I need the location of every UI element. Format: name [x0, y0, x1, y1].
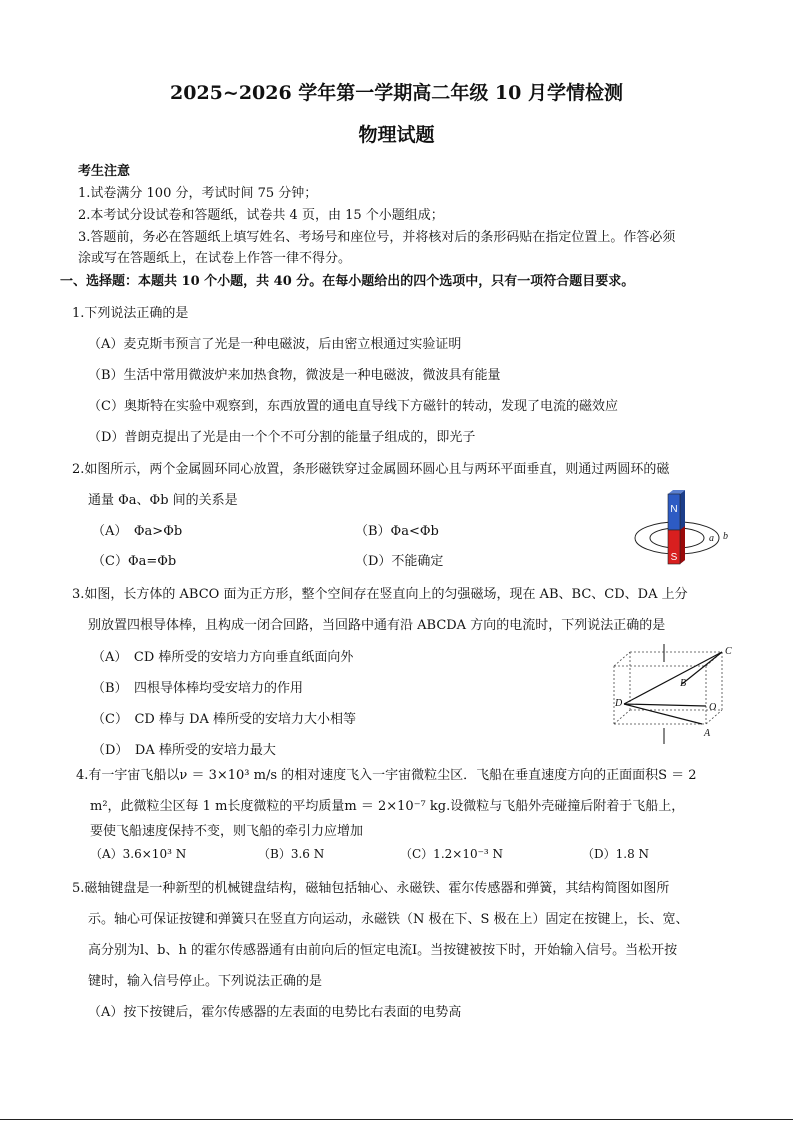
rod-bc [682, 652, 722, 684]
label-c: C [725, 646, 732, 657]
q2-option-b: （B）Φa<Φb [355, 524, 439, 539]
q4-line1: 4.有一宇宙飞船以ν ＝ 3×10³ m/s 的相对速度飞入一宇宙微粒尘区．飞船在垂直速度方向的正面面积S ＝ 2 [76, 768, 697, 783]
section-heading: 一、选择题：本题共 10 个小题，共 40 分。在每小题给出的四个选项中，只有一项符合题目要求。 [60, 274, 635, 289]
q1-option-b: （B）生活中常用微波炉来加热食物，微波是一种电磁波，微波具有能量 [88, 368, 501, 383]
q5-line2: 示。轴心可保证按键和弹簧只在竖直方向运动，永磁铁（N 极在下、S 极在上）固定在按键上，长、宽、 [88, 912, 689, 927]
q3-stem-line1: 3.如图，长方体的 ABCO 面为正方形，整个空间存在竖直向上的匀强磁场，现在 AB、BC、CD、DA 上分 [72, 587, 688, 602]
q2-option-d: （D）不能确定 [355, 554, 444, 569]
q2-magnet-rings-figure [630, 488, 740, 568]
notice-item-2: 2.本考试分设试卷和答题纸，试卷共 4 页，由 15 个小题组成； [78, 208, 444, 223]
q2-stem-line2: 通量 Φa、Φb 间的关系是 [88, 493, 238, 508]
q4-line3: 要使飞船速度保持不变，则飞船的牵引力应增加 [90, 824, 364, 839]
exam-title: 2025~2026 学年第一学期高二年级 10 月学情检测 [170, 82, 623, 104]
rod-da [624, 704, 702, 724]
q3-option-c: （C） CD 棒与 DA 棒所受的安培力大小相等 [92, 712, 357, 727]
q3-option-b: （B） 四根导体棒均受安培力的作用 [92, 681, 304, 696]
q5-option-a: （A）按下按键后，霍尔传感器的左表面的电势比右表面的电势高 [88, 1005, 462, 1020]
q1-option-a: （A）麦克斯韦预言了光是一种电磁波，后由密立根通过实验证明 [88, 337, 462, 352]
q5-line4: 键时，输入信号停止。下列说法正确的是 [88, 974, 323, 989]
q3-option-d: （D） DA 棒所受的安培力最大 [92, 743, 276, 758]
q3-cuboid-figure [606, 640, 736, 746]
q1-option-c: （C）奥斯特在实验中观察到，东西放置的通电直导线下方磁针的转动，发现了电流的磁效应 [88, 399, 618, 414]
q5-line1: 5.磁轴键盘是一种新型的机械键盘结构，磁轴包括轴心、永磁铁、霍尔传感器和弹簧，其结构简图如图所 [72, 881, 670, 896]
q4-line2: m²，此微粒尘区每 1 m长度微粒的平均质量m ＝ 2×10⁻⁷ kg.设微粒与飞船外壳碰撞后附着于飞船上， [90, 799, 685, 814]
label-south: S [670, 552, 678, 563]
rod-do [624, 704, 706, 706]
notice-item-1: 1.试卷满分 100 分，考试时间 75 分钟； [78, 186, 318, 201]
notice-item-3: 3.答题前，务必在答题纸上填写姓名、考场号和座位号，并将核对后的条形码贴在指定位置上。作答必须 [78, 230, 676, 245]
label-ring-a: a [709, 533, 714, 544]
label-ring-b: b [723, 531, 728, 542]
q3-option-a: （A） CD 棒所受的安培力方向垂直纸面向外 [92, 650, 354, 665]
label-o: O [709, 702, 717, 713]
q1-option-d: （D）普朗克提出了光是由一个个不可分割的能量子组成的，即光子 [88, 430, 476, 445]
q1-stem: 1.下列说法正确的是 [72, 306, 189, 321]
exam-subtitle: 物理试题 [358, 124, 435, 146]
q2-option-a: （A） Φa>Φb [92, 524, 183, 539]
notice-heading: 考生注意 [78, 164, 131, 179]
q2-option-c: （C）Φa=Φb [92, 554, 177, 569]
q4-option-a: （A）3.6×10³ N [90, 847, 187, 861]
label-north: N [670, 504, 678, 515]
label-a: A [704, 728, 711, 739]
page-bottom-rule [0, 1119, 793, 1120]
notice-item-3-cont: 涂或写在答题纸上，在试卷上作答一律不得分。 [78, 251, 352, 266]
magnet-side-bottom [680, 526, 685, 564]
q4-option-d: （D）1.8 N [582, 847, 650, 861]
rod-cd [624, 652, 722, 704]
q4-option-b: （B）3.6 N [258, 847, 325, 861]
q3-stem-line2: 别放置四根导体棒，且构成一闭合回路，当回路中通有沿 ABCDA 方向的电流时，下列说法正确的是 [88, 618, 666, 633]
q5-line3: 高分别为l、b、h 的霍尔传感器通有由前向后的恒定电流I。当按键被按下时，开始输入信号。当松开按 [88, 943, 678, 958]
label-d: D [615, 698, 623, 709]
q4-option-c: （C）1.2×10⁻³ N [400, 847, 504, 861]
q2-stem-line1: 2.如图所示，两个金属圆环同心放置，条形磁铁穿过金属圆环圆心且与两环平面垂直，则通过两圆环的磁 [72, 462, 670, 477]
label-b: B [680, 678, 687, 689]
